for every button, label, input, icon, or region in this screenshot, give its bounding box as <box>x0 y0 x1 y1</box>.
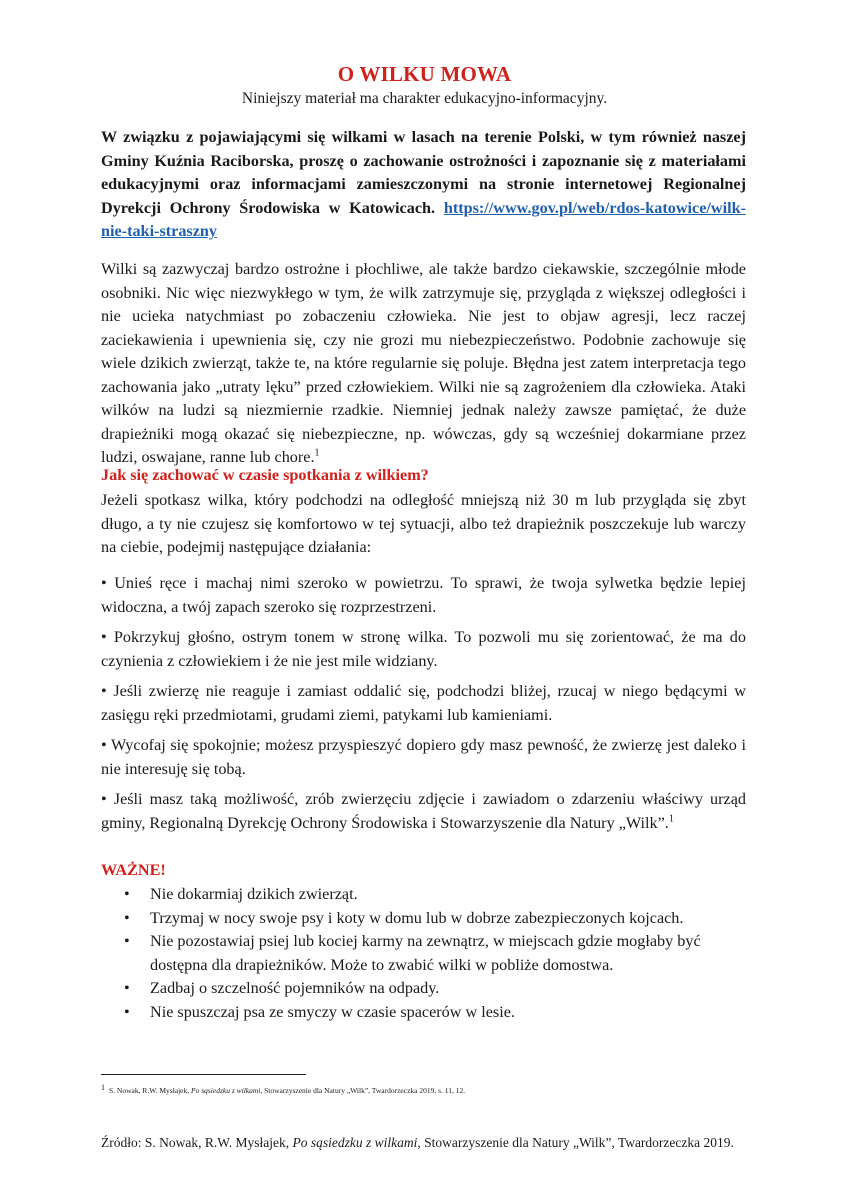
tip-item: • Nie pozostawiaj psiej lub kociej karmy na zewnątrz, w miejscach gdzie mogłaby być dostępna dla drapieżników. Może to zwabić wilki w pobliże domostwa. <box>101 930 746 977</box>
action-item-last <box>101 788 746 835</box>
action-item: • Pokrzykuj głośno, ostrym tonem w stronę wilka. To pozwoli mu się zorientować, że ma do czynienia z człowiekiem i że nie jest mile widziany. <box>101 628 746 670</box>
source-book-title: Po sąsiedzku z wilkami <box>292 1135 418 1150</box>
action-item: • Jeśli zwierzę nie reaguje i zamiast oddalić się, podchodzi bliżej, rzucaj w niego będącymi w zasięgu ręki przedmiotami, grudami ziemi, patykami lub kamieniami. <box>101 682 746 724</box>
tip-item: • Zadbaj o szczelność pojemników na odpady. <box>101 977 746 1001</box>
action-item: • Unieś ręce i machaj nimi szeroko w powietrzu. To sprawi, że twoja sylwetka będzie lepiej widoczna, a twój zapach szeroko się rozprzestrzeni. <box>101 574 746 616</box>
footnote-rest: , Stowarzyszenie dla Natury „Wilk”, Twardorzeczka 2019, s. 11, 12. <box>260 1086 466 1095</box>
tip-item: • Trzymaj w nocy swoje psy i koty w domu lub w dobrze zabezpieczonych kojcach. <box>101 907 746 931</box>
footnote <box>101 1084 746 1098</box>
source-prefix: Źródło: S. Nowak, R.W. Mysłajek, <box>101 1135 293 1150</box>
section-heading: Jak się zachować w czasie spotkania z wilkiem? <box>101 466 429 484</box>
source-rest: , Stowarzyszenie dla Natury „Wilk”, Twardorzeczka 2019. <box>417 1135 734 1150</box>
important-heading: WAŻNE! <box>101 861 166 879</box>
source-line <box>101 1134 761 1152</box>
wolf-behavior-text: Wilki są zazwyczaj bardzo ostrożne i płochliwe, ale także bardzo ciekawskie, szczególnie młode osobniki. Nic więc niezwykłego w tym, że wilk zatrzymuje się, przygląda z większej odległości i nie ucieka natychmiast po zobaczeniu człowieka. Nie jest to objaw agresji, lecz raczej zaciekawienia i upewnienia się, czy nie grozi mu niebezpieczeństwo. Podobnie zachowuje się wiele dzikich zwierząt, także te, na które regularnie się poluje. Błędna jest zatem interpretacja tego zachowania jako „utraty lęku” przed człowiekiem. Wilki nie są zagrożeniem dla człowieka. Ataki wilków na ludzi są niezmiernie rzadkie. Niemniej jednak należy zawsze pamiętać, że duże drapieżniki mogą okazać się niebezpieczne, np. wówczas, gdy są wcześniej dokarmiane przez ludzi, oswajane, ranne lub chore. <box>101 260 746 466</box>
tips-list <box>101 883 746 1024</box>
wolf-behavior-paragraph <box>101 258 746 470</box>
intro-paragraph <box>101 126 746 244</box>
footnote-ref: 1 <box>314 447 320 459</box>
intro-text: W związku z pojawiającymi się wilkami w lasach na terenie Polski, w tym również naszej Gminy Kuźnia Raciborska, proszę o zachowanie ostrożności i zapoznanie się z materiałami edukacyjnymi oraz informacjami zamieszczonymi na stronie internetowej Regionalnej Dyrekcji Ochrony Środowiska w Katowicach. <box>101 128 746 217</box>
action-item: • Wycofaj się spokojnie; możesz przyspieszyć dopiero gdy masz pewność, że zwierzę jest daleko i nie interesuję się tobą. <box>101 736 746 778</box>
footnote-ref: 1 <box>668 813 674 825</box>
footnote-authors: S. Nowak, R.W. Mysłajek, <box>109 1086 192 1095</box>
tip-item: • Nie dokarmiaj dzikich zwierząt. <box>101 883 746 907</box>
footnote-divider <box>101 1074 306 1075</box>
page-title: O WILKU MOWA <box>337 62 512 86</box>
action-item-text: • Jeśli masz taką możliwość, zrób zwierzęciu zdjęcie i zawiadom o zdarzeniu właściwy urząd gminy, Regionalną Dyrekcję Ochrony Środowiska i Stowarzyszenie dla Natury „Wilk”. <box>101 790 746 832</box>
page-subtitle: Niniejszy materiał ma charakter edukacyjno-informacyjny. <box>241 90 608 107</box>
tip-item: • Nie spuszczaj psa ze smyczy w czasie spacerów w lesie. <box>101 1001 746 1025</box>
encounter-paragraph: Jeżeli spotkasz wilka, który podchodzi na odległość mniejszą niż 30 m lub przygląda się zbyt długo, a ty nie czujesz się komfortowo w tej sytuacji, albo też drapieżnik poszczekuje lub warczy na ciebie, podejmij następujące działania: <box>101 491 746 556</box>
footnote-book-title: Po sąsiedzku z wilkami <box>191 1086 261 1095</box>
footnote-number: 1 <box>101 1082 105 1092</box>
rdos-link[interactable]: https://www.gov.pl/web/rdos-katowice/wilk-nie-taki-straszny <box>101 198 746 240</box>
